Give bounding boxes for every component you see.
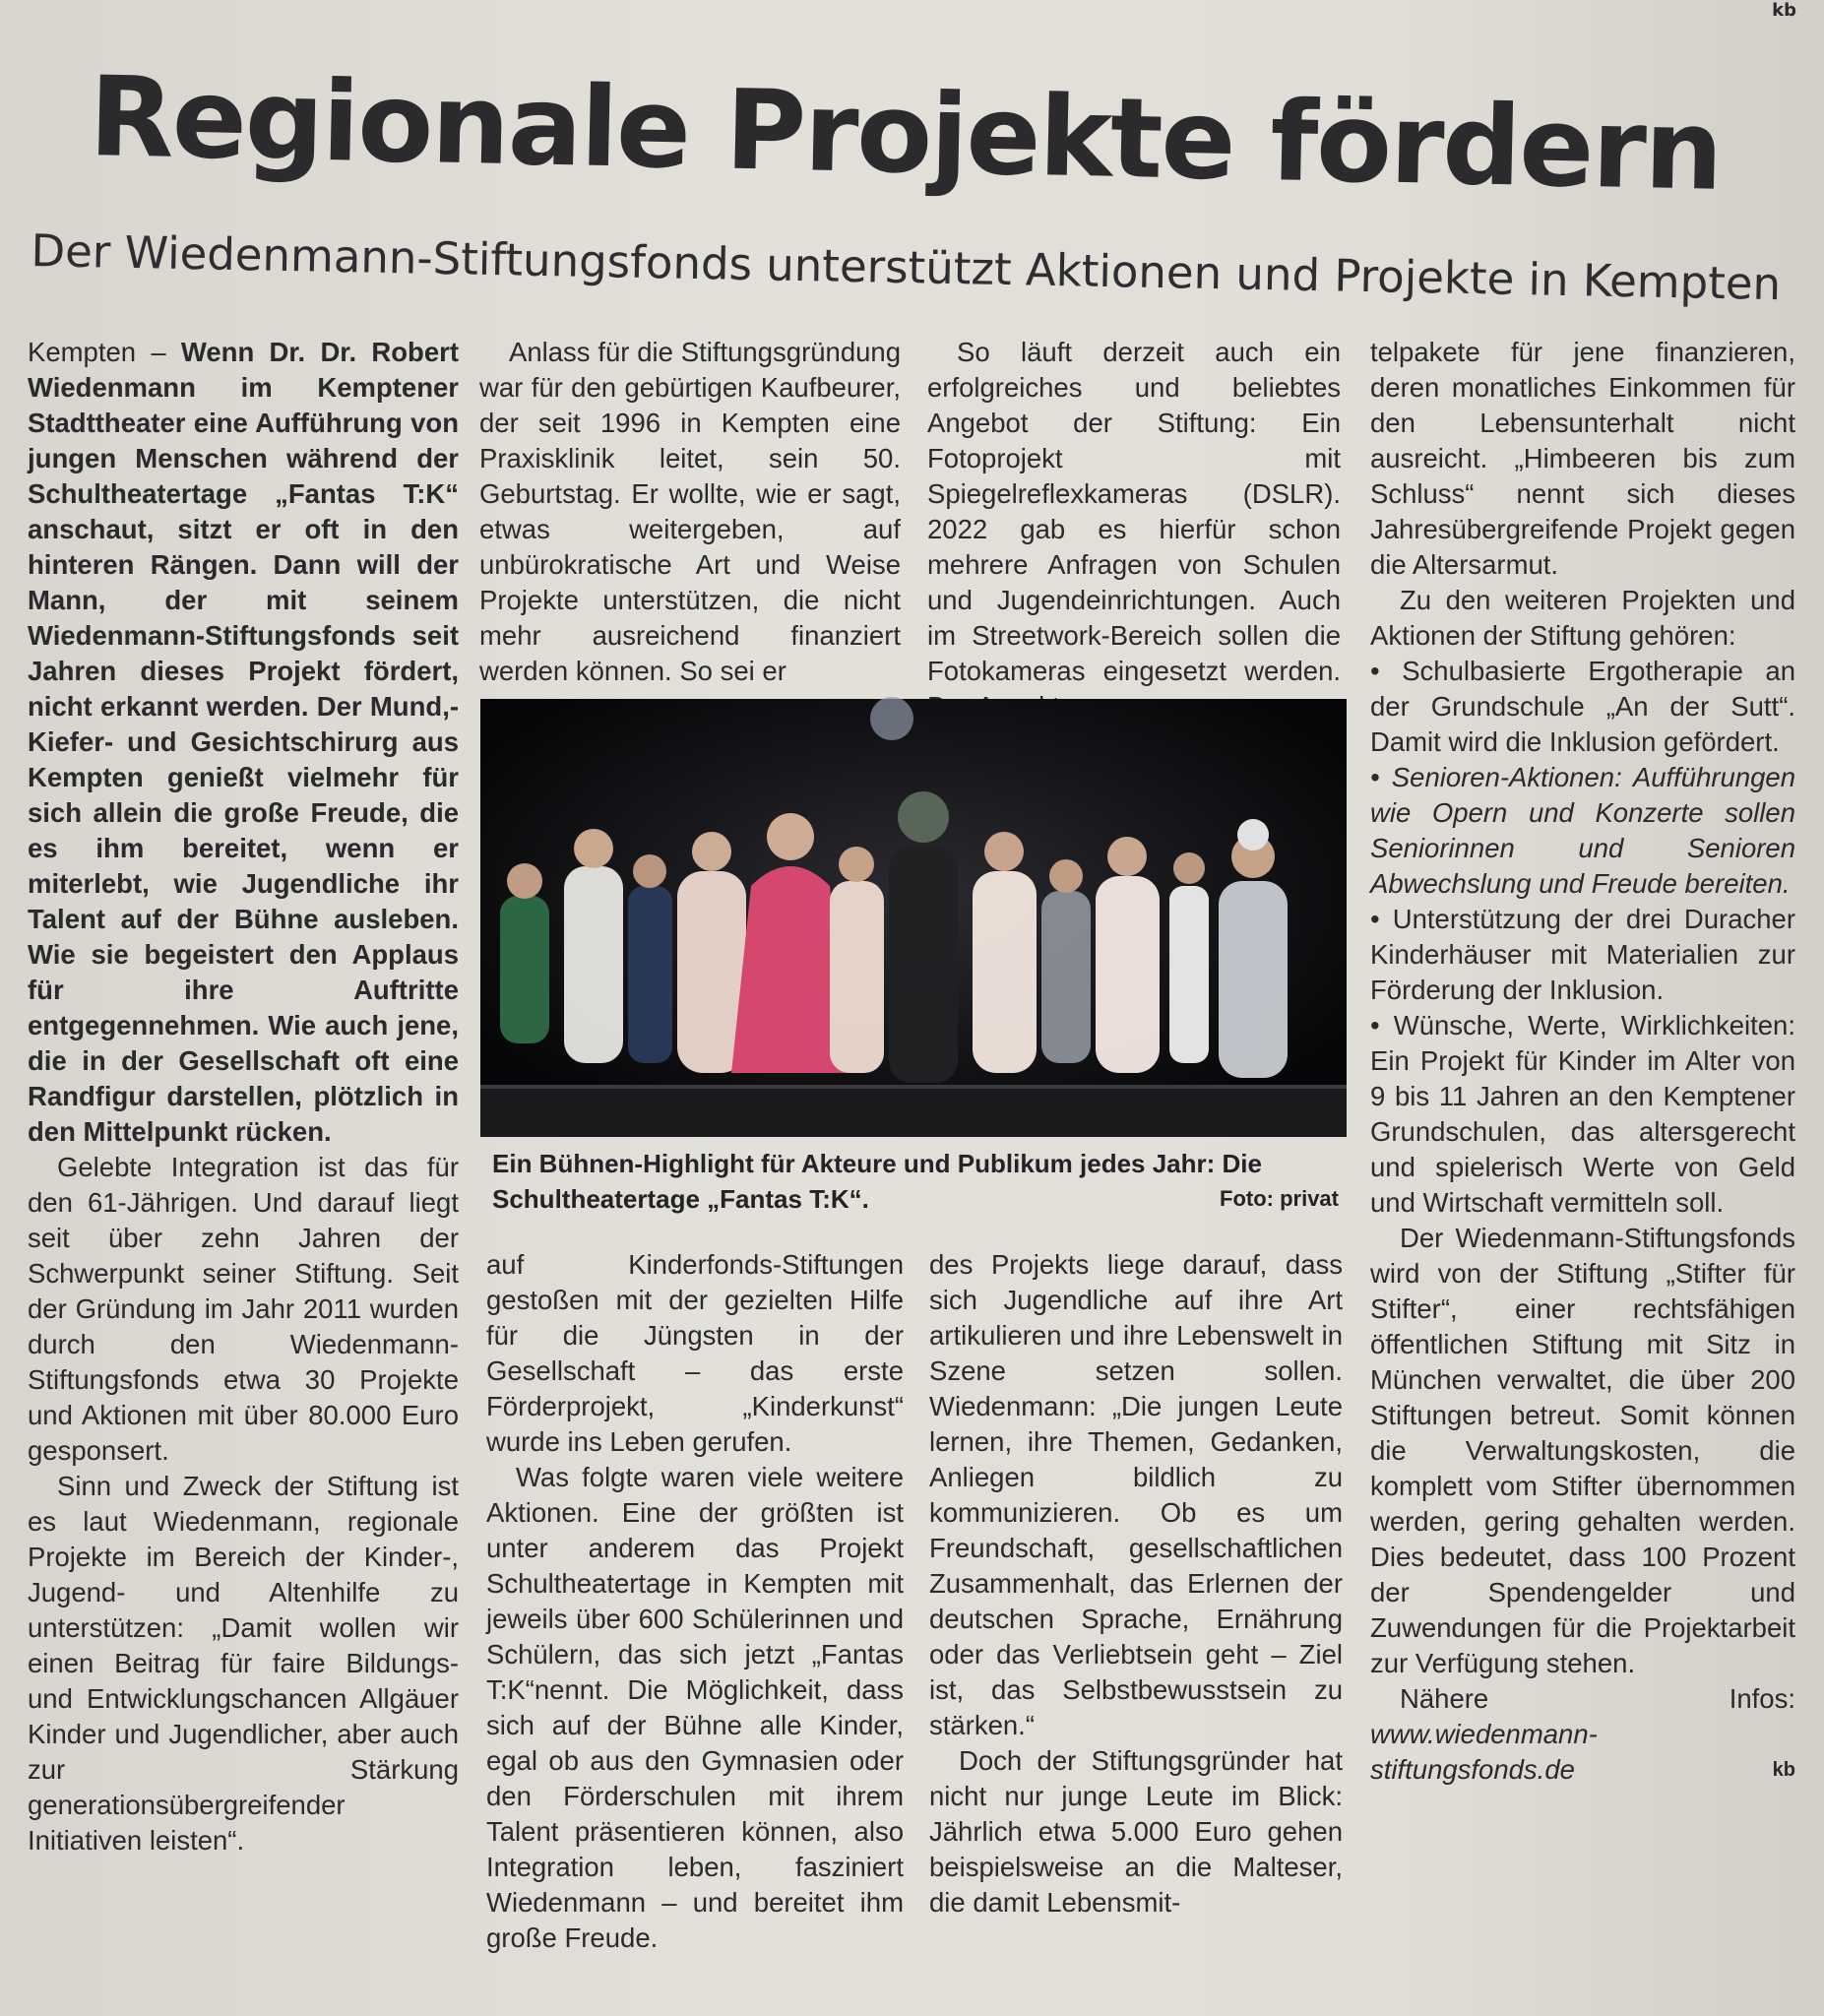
article-column-4 xyxy=(1370,335,1795,1949)
lead-paragraph xyxy=(28,335,459,1150)
corner-author-tag: kb xyxy=(1772,0,1796,21)
stage-photo xyxy=(480,699,1347,1137)
subheadline: Der Wiedenmann-Stiftungsfonds unterstützt Aktionen und Projekte in Kempten xyxy=(30,224,1782,311)
paragraph: Der Wiedenmann-Stiftungsfonds wird von der Stiftung „Stifter für Stifter“, einer rechtsfähigen öffentlichen Stiftung mit Sitz in München verwaltet, die über 200 Stiftungen betreut. Somit können die Verwaltungskosten, die komplett vom Stifter übernommen werden, gering gehalten werden. Dies bedeutet, dass 100 Prozent der Spendengelder und Zuwendungen für die Projektarbeit zur Verfügung stehen. xyxy=(1370,1223,1795,1678)
paragraph: Sinn und Zweck der Stiftung ist es laut Wiedenmann, regionale Projekte im Bereich der Kinder-, Jugend- und Altenhilfe zu unterstützen: „Damit wollen wir einen Beitrag für faire Bildungs- und Entwicklungschancen Allgäuer Kinder und Jugendlicher, aber auch zur Stärkung generationsübergreifender Initiativen leisten“. xyxy=(28,1471,459,1856)
dateline: Kempten – xyxy=(28,337,181,367)
article-column-2-bottom xyxy=(486,1247,904,1953)
bullet-item: • Unterstützung der drei Duracher Kinderhäuser mit Materialien zur Förderung der Inklusion. xyxy=(1370,904,1795,1005)
bullet-item: • Senioren-Aktionen: Aufführungen wie Opern und Konzerte sollen Seniorinnen und Senioren Abwechslung und Freude bereiten. xyxy=(1370,762,1795,899)
author-signature: kb xyxy=(1772,1759,1795,1781)
paragraph: Zu den weiteren Projekten und Aktionen der Stiftung gehören: xyxy=(1370,585,1795,651)
headline: Regionale Projekte fördern xyxy=(88,53,1723,216)
article-column-1 xyxy=(28,335,459,1939)
paragraph: Anlass für die Stiftungsgründung war für den gebürtigen Kaufbeurer, der seit 1996 in Kempten eine Praxisklinik leitet, sein 50. Geburtstag. Er wollte, wie er sagt, etwas weitergeben, auf unbürokratische Art und Weise Projekte unterstützen, die nicht mehr ausreichend finanziert werden können. So sei er xyxy=(479,337,901,686)
paragraph: Was folgte waren viele weitere Aktionen. Eine der größten ist unter anderem das Projekt Schultheatertage in Kempten mit jeweils über 600 Schülerinnen und Schülern, das sich jetzt „Fantas T:K“nennt. Die Möglichkeit, dass sich auf der Bühne alle Kinder, egal ob aus den Gymnasien oder den Förderschulen mit ihrem Talent präsentieren können, also Integration leben, fasziniert Wiedenmann – und bereitet ihm große Freude. xyxy=(486,1462,904,1953)
lead-bold-text: Wenn Dr. Dr. Robert Wiedenmann im Kemptener Stadttheater eine Aufführung von jungen Menschen während der Schultheatertage „Fantas T:K“ anschaut, sitzt er oft in den hinteren Rängen. Dann will der Mann, der mit seinem Wiedenmann-Stiftungsfonds seit Jahren dieses Projekt fördert, nicht erkannt werden. Der Mund,- Kiefer- und Gesichtschirurg aus Kempten genießt vielmehr für sich allein die große Freude, die es ihm bereitet, wenn er miterlebt, wie Jugendliche ihr Talent auf der Bühne ausleben. Wie sie begeistert den Applaus für ihre Auftritte entgegennehmen. Wie auch jene, die in der Gesellschaft oft eine Randfigur darstellen, plötzlich in den Mittelpunkt rücken. xyxy=(28,337,459,1147)
paragraph: So läuft derzeit auch ein erfolgreiches und beliebtes Angebot der Stiftung: Ein Fotoprojekt mit Spiegelreflexkameras (DSLR). 2022 gab es hierfür schon mehrere Anfragen von Schulen und Jugendeinrichtungen. Auch im Streetwork-Bereich sollen die Fotokameras eingesetzt werden. xyxy=(927,337,1341,686)
article-column-3-bottom xyxy=(929,1247,1343,1946)
photo-caption-text: Ein Bühnen-Highlight für Akteure und Publikum jedes Jahr: Die Schultheatertage „Fantas T:K“. xyxy=(492,1149,1262,1214)
paragraph: telpakete für jene finanzieren, deren monatliches Einkommen für den Lebensunterhalt nicht ausreicht. „Himbeeren bis zum Schluss“ nennt sich dieses Jahresübergreifende Projekt gegen die Altersarmut. xyxy=(1370,337,1795,580)
website-link[interactable]: www.wiedenmann-stiftungsfonds.de xyxy=(1370,1719,1598,1785)
info-prefix: Nähere Infos: xyxy=(1400,1683,1795,1714)
paragraph: auf Kinderfonds-Stiftungen gestoßen mit der gezielten Hilfe für die Jüngsten in der Gesellschaft – das erste Förderprojekt, „Kinderkunst“ wurde ins Leben gerufen. xyxy=(486,1249,904,1457)
info-paragraph xyxy=(1370,1681,1795,1788)
photo-caption xyxy=(492,1146,1339,1217)
bullet-item: • Schulbasierte Ergotherapie an der Grundschule „An der Sutt“. Damit wird die Inklusion gefördert. xyxy=(1370,656,1795,757)
paragraph: Doch der Stiftungsgründer hat nicht nur junge Leute im Blick: Jährlich etwa 5.000 Euro gehen beispielsweise an die Malteser, die damit Lebensmit- xyxy=(929,1745,1343,1918)
article-column-2-top xyxy=(479,335,901,689)
photo-credit: Foto: privat xyxy=(1220,1186,1339,1211)
bullet-item: • Wünsche, Werte, Wirklichkeiten: Ein Projekt für Kinder im Alter von 9 bis 11 Jahren an den Kemptener Grundschulen, das altersgerecht und spielerisch Werte von Geld und Wirtschaft vermitteln soll. xyxy=(1370,1010,1795,1218)
paragraph: Gelebte Integration ist das für den 61-Jährigen. Und darauf liegt seit über zehn Jahren der Schwerpunkt seiner Stiftung. Seit der Gründung im Jahr 2011 wurden durch den Wiedenmann-Stiftungsfonds etwa 30 Projekte und Aktionen mit über 80.000 Euro gesponsert. xyxy=(28,1152,459,1466)
article-column-3-top xyxy=(927,335,1341,689)
paragraph: des Projekts liege darauf, dass sich Jugendliche auf ihre Art artikulieren und ihre Lebenswelt in Szene setzen sollen. Wiedenmann: „Die jungen Leute lernen, ihre Themen, Gedanken, Anliegen bildlich zu kommunizieren. Ob es um Freundschaft, gesellschaftlichen Zusammenhalt, das Erlernen der deutschen Sprache, Ernährung oder das Verliebtsein geht – Ziel ist, das Selbstbewusstsein zu stärken.“ xyxy=(929,1249,1343,1740)
stage-photo-illustration xyxy=(480,699,1347,1137)
